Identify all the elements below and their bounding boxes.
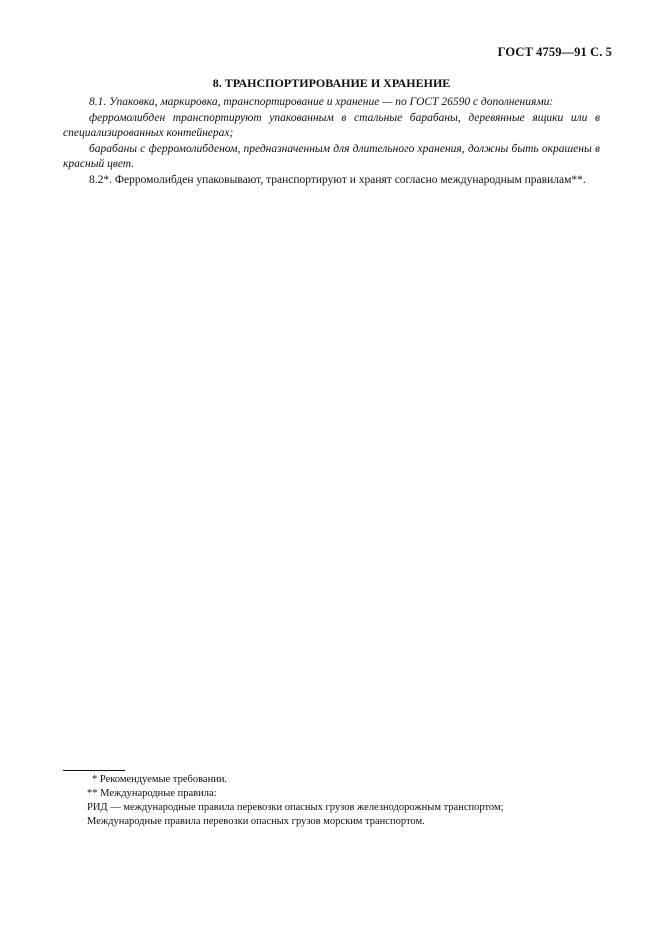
footnote-divider (63, 770, 125, 771)
paragraph-8-1-item-2: барабаны с ферромолибденом, предназначенным для длительного хранения, должны быть окрашены в красный цвет. (63, 142, 600, 170)
footnote-4: Международные правила перевозки опасных грузов морским транспортом. (87, 816, 425, 827)
paragraph-8-1-item-1: ферромолибден транспортируют упакованным в стальные барабаны, деревянные ящики или в специализированных контейнерах; (63, 111, 600, 139)
section-title: 8. ТРАНСПОРТИРОВАНИЕ И ХРАНЕНИЕ (212, 76, 451, 90)
section-body (63, 95, 600, 188)
paragraph-8-2: 8.2*. Ферромолибден упаковывают, транспортируют и хранят согласно международным правилам**. (89, 173, 586, 186)
footnote-1: * Рекомендуемые требовании. (92, 774, 228, 785)
running-head: ГОСТ 4759—91 С. 5 (497, 45, 612, 59)
footnotes (87, 773, 607, 829)
footnote-2: ** Международные правила: (87, 788, 217, 799)
footnote-3: РИД — международные правила перевозки опасных грузов железнодорожным транспортом; (87, 802, 504, 813)
paragraph-8-1: 8.1. Упаковка, маркировка, транспортирование и хранение — по ГОСТ 26590 с дополнениями: (89, 96, 554, 108)
